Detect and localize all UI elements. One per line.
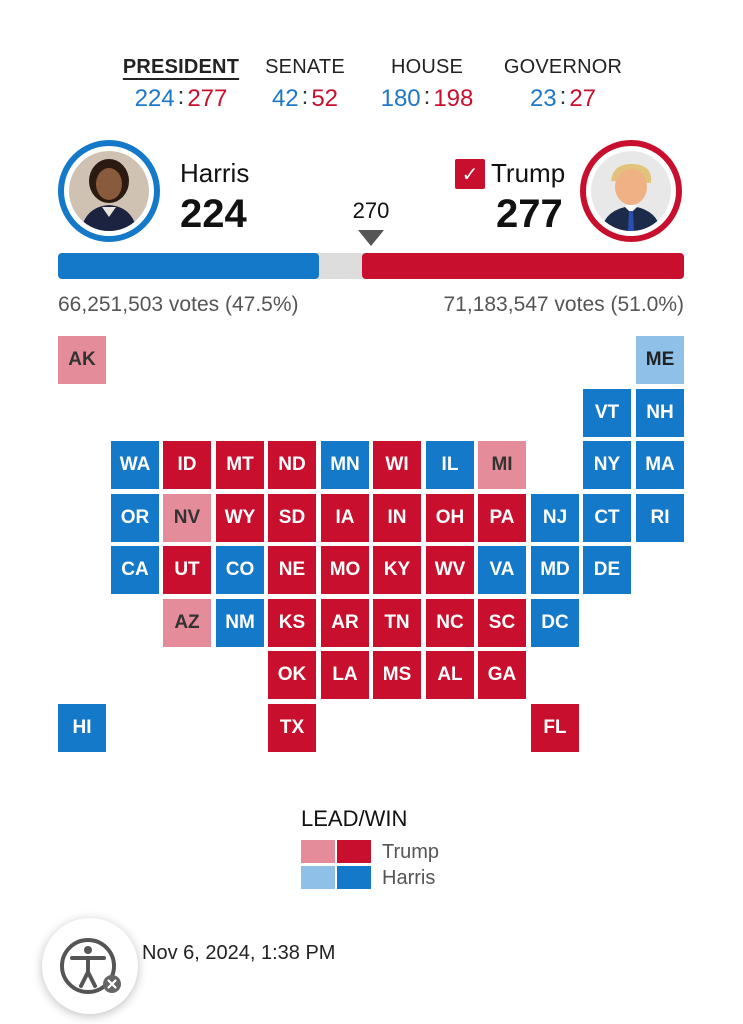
state-tile-fl[interactable]: FL: [531, 704, 579, 752]
state-tile-oh[interactable]: OH: [426, 494, 474, 542]
race-tabs: [0, 56, 743, 126]
state-tile-ut[interactable]: UT: [163, 546, 211, 594]
state-tile-mo[interactable]: MO: [321, 546, 369, 594]
harris-ev: 224: [180, 192, 247, 236]
senate-dem-count: 42: [271, 85, 299, 112]
state-tile-vt[interactable]: VT: [583, 389, 631, 437]
state-tile-az[interactable]: AZ: [163, 599, 211, 647]
governor-dem-count: 23: [529, 85, 557, 112]
state-tile-sc[interactable]: SC: [478, 599, 526, 647]
state-tile-wa[interactable]: WA: [111, 441, 159, 489]
state-tile-mi[interactable]: MI: [478, 441, 526, 489]
state-tile-de[interactable]: DE: [583, 546, 631, 594]
state-tile-ia[interactable]: IA: [321, 494, 369, 542]
state-tile-or[interactable]: OR: [111, 494, 159, 542]
state-tile-tx[interactable]: TX: [268, 704, 316, 752]
state-tile-co[interactable]: CO: [216, 546, 264, 594]
state-tile-wy[interactable]: WY: [216, 494, 264, 542]
state-tile-wi[interactable]: WI: [373, 441, 421, 489]
state-tile-ne[interactable]: NE: [268, 546, 316, 594]
state-tile-ky[interactable]: KY: [373, 546, 421, 594]
trump-portrait-icon: [591, 151, 671, 231]
state-tile-ny[interactable]: NY: [583, 441, 631, 489]
tab-president[interactable]: [116, 56, 246, 113]
governor-rep-count: 27: [569, 85, 597, 112]
tab-house-label: HOUSE: [390, 56, 464, 78]
threshold-label: 270: [352, 198, 390, 223]
threshold-marker-icon: [358, 230, 384, 246]
checkmark-icon: ✓: [461, 163, 479, 186]
legend-trump-lead: [301, 840, 335, 863]
state-tile-ma[interactable]: MA: [636, 441, 684, 489]
trump-winner-check: [455, 159, 485, 189]
state-tile-in[interactable]: IN: [373, 494, 421, 542]
president-dem-count: 224: [134, 85, 175, 112]
state-tile-nj[interactable]: NJ: [531, 494, 579, 542]
senate-rep-count: 52: [311, 85, 339, 112]
state-tile-pa[interactable]: PA: [478, 494, 526, 542]
state-tile-ak[interactable]: AK: [58, 336, 106, 384]
state-tile-nv[interactable]: NV: [163, 494, 211, 542]
state-tile-nd[interactable]: ND: [268, 441, 316, 489]
state-tile-id[interactable]: ID: [163, 441, 211, 489]
tab-senate[interactable]: [240, 56, 370, 113]
legend-trump-label: Trump: [382, 841, 440, 863]
trump-ev: 277: [496, 192, 563, 236]
harris-name: Harris: [180, 158, 250, 188]
accessibility-button[interactable]: [42, 918, 138, 1014]
state-tile-il[interactable]: IL: [426, 441, 474, 489]
state-tile-hi[interactable]: HI: [58, 704, 106, 752]
tab-governor[interactable]: [498, 56, 628, 113]
state-tile-mt[interactable]: MT: [216, 441, 264, 489]
trump-name: Trump: [491, 158, 566, 188]
state-tile-la[interactable]: LA: [321, 651, 369, 699]
state-tile-ms[interactable]: MS: [373, 651, 421, 699]
legend-harris-win: [337, 866, 371, 889]
tab-senate-label: SENATE: [265, 56, 345, 78]
harris-portrait-icon: [69, 151, 149, 231]
state-tile-mn[interactable]: MN: [321, 441, 369, 489]
state-tile-al[interactable]: AL: [426, 651, 474, 699]
tab-governor-label: GOVERNOR: [503, 56, 623, 78]
tab-president-label: PRESIDENT: [122, 56, 240, 78]
accessibility-icon: [50, 926, 130, 1006]
president-rep-count: 277: [187, 85, 228, 112]
state-tile-wv[interactable]: WV: [426, 546, 474, 594]
tab-governor-score: 23 : 27: [529, 83, 597, 112]
state-tile-va[interactable]: VA: [478, 546, 526, 594]
legend-harris-label: Harris: [382, 867, 436, 889]
ev-bar-trump: [362, 253, 684, 279]
state-tile-ok[interactable]: OK: [268, 651, 316, 699]
legend-harris-lead: [301, 866, 335, 889]
harris-votes: 66,251,503 votes (47.5%): [58, 293, 299, 316]
tab-senate-score: 42 : 52: [271, 83, 339, 112]
state-tile-ct[interactable]: CT: [583, 494, 631, 542]
state-tile-me[interactable]: ME: [636, 336, 684, 384]
timestamp: Nov 6, 2024, 1:38 PM: [142, 942, 336, 964]
state-tile-nh[interactable]: NH: [636, 389, 684, 437]
state-tile-nm[interactable]: NM: [216, 599, 264, 647]
house-rep-count: 198: [433, 85, 474, 112]
tab-house[interactable]: [362, 56, 492, 113]
state-tile-ri[interactable]: RI: [636, 494, 684, 542]
state-tile-ar[interactable]: AR: [321, 599, 369, 647]
state-tile-ks[interactable]: KS: [268, 599, 316, 647]
state-tile-dc[interactable]: DC: [531, 599, 579, 647]
state-tile-tn[interactable]: TN: [373, 599, 421, 647]
state-tile-sd[interactable]: SD: [268, 494, 316, 542]
state-tile-ga[interactable]: GA: [478, 651, 526, 699]
harris-avatar: [58, 140, 160, 242]
trump-avatar: [580, 140, 682, 242]
house-dem-count: 180: [380, 85, 421, 112]
state-tile-nc[interactable]: NC: [426, 599, 474, 647]
trump-votes: 71,183,547 votes (51.0%): [443, 293, 684, 316]
legend-trump-win: [337, 840, 371, 863]
state-tile-md[interactable]: MD: [531, 546, 579, 594]
ev-bar-harris: [58, 253, 319, 279]
tab-president-score: 224 : 277: [134, 83, 228, 112]
close-icon: [103, 975, 121, 993]
tab-house-score: 180 : 198: [380, 83, 474, 112]
state-tile-ca[interactable]: CA: [111, 546, 159, 594]
legend-title: LEAD/WIN: [301, 806, 408, 831]
